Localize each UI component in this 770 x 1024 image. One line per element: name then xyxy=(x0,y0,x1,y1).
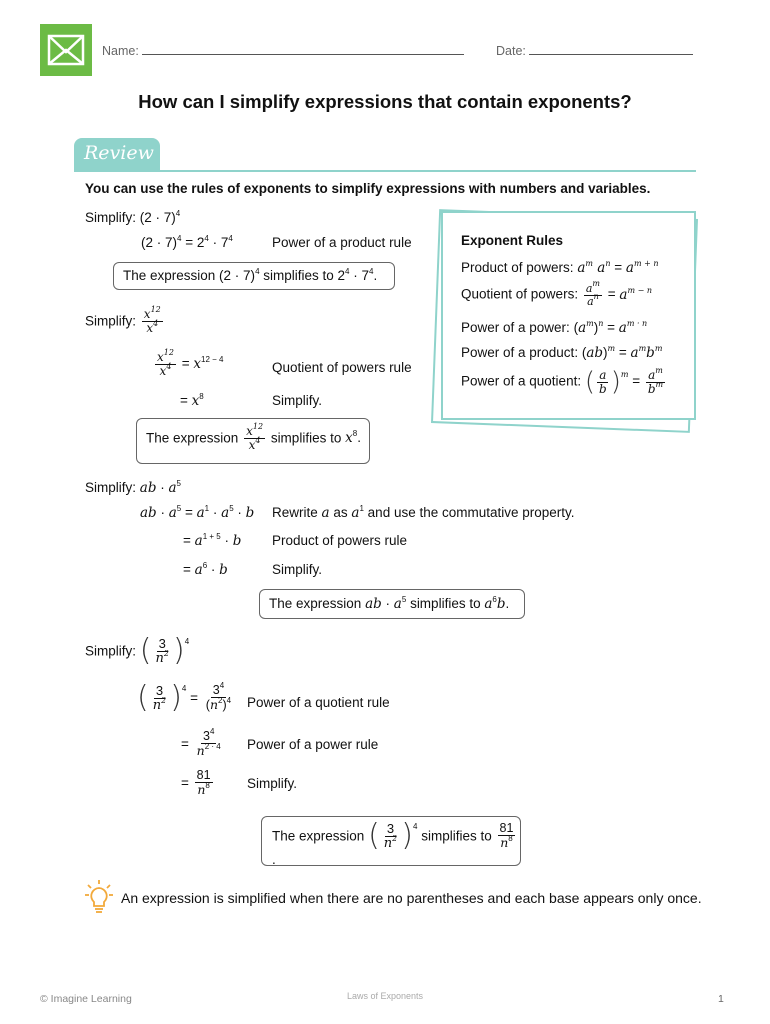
review-rule xyxy=(74,170,696,172)
ex4-prompt: Simplify: ( $\frac{3}{n^2}$ ) 4 xyxy=(85,633,190,668)
ex1-prompt-text: Simplify: (2 · 7) xyxy=(85,210,176,225)
name-field[interactable] xyxy=(102,44,464,58)
ex3-step2: = $a^{1 + 5} \cdot b$ xyxy=(183,532,242,549)
rule-pproduct: Power of a product: $(ab)^m = a^mb^m$ xyxy=(461,344,663,361)
ex4-step2: = $\frac{3^4}{n^{2 \cdot 4}}$ xyxy=(181,727,221,759)
ex4-result-text: The expression ( $\frac{3}{n^2}$ ) 4 simplifies to $\frac{81}{n^8}$ . xyxy=(272,818,514,867)
ex3-step1: ab · $a^5 = a^1 \cdot a^5 \cdot b$ xyxy=(140,504,255,521)
ex4-step1-rule: Power of a quotient rule xyxy=(247,695,390,710)
rule-power: Power of a power: $(a^m)^n = a^{m \cdot n}$ xyxy=(461,319,648,336)
ex1-result-text: The expression $(2 \cdot 7)^4$ simplifies to $2^4 \cdot 7^4$. xyxy=(123,267,378,283)
date-label: Date: xyxy=(496,44,526,58)
ex2-step2-rule: Simplify. xyxy=(272,393,323,408)
envelope-logo-icon xyxy=(40,24,92,76)
ex3-prompt: Simplify: ab · $a^5$ xyxy=(85,479,181,496)
ex2-step1: $\frac{x^{12}}{x^4}$ = $x^{12 - 4}$ xyxy=(157,348,224,378)
ex3-result-box xyxy=(259,589,525,619)
ex2-result-box xyxy=(136,418,370,464)
date-field[interactable] xyxy=(496,44,693,58)
footer-title: Laws of Exponents xyxy=(346,991,424,1001)
brand-logo xyxy=(40,24,92,76)
rule-product: Product of powers: $a^m$ $a^n = a^{m + n}$ xyxy=(461,259,659,276)
page-number: 1 xyxy=(718,993,724,1005)
ex4-step3-rule: Simplify. xyxy=(247,776,298,791)
ex3-step2-rule: Product of powers rule xyxy=(272,533,408,548)
intro-text: You can use the rules of exponents to simplify expressions with numbers and variables. xyxy=(85,181,651,196)
name-label: Name: xyxy=(102,44,139,58)
ex1-prompt: Simplify: $(2 \cdot 7)^4$ xyxy=(85,209,181,225)
ex3-result-text: The expression ab · $a^5$ simplifies to $a^6b$. xyxy=(269,595,510,612)
ex2-result-text: The expression $\frac{x^{12}}{x^4}$ simplifies to $x^8$. xyxy=(146,422,361,452)
rule-pquotient: Power of a quotient: ( $\frac{a}{b}$ ) m = $\frac{a^m}{b^m}$ xyxy=(461,366,664,398)
rule-quotient: Quotient of powers: $\frac{a^m}{a^n}$ = $a^{m - n}$ xyxy=(461,279,652,308)
ex3-step3: = $a^6 \cdot b$ xyxy=(183,561,228,578)
lightbulb-icon xyxy=(84,879,114,917)
review-tab xyxy=(74,138,160,171)
ex4-result-box xyxy=(261,816,521,866)
ex1-rule: Power of a product rule xyxy=(272,235,412,250)
ex3-step3-rule: Simplify. xyxy=(272,562,323,577)
ex4-step1: ( $\frac{3}{n^2}$ ) 4 = $\frac{3^4}{(n^2)^4}$ xyxy=(137,680,232,715)
ex2-step2: = $x^8$ xyxy=(180,392,204,409)
note-text: An expression is simplified when there are no parentheses and each base appears only once. xyxy=(121,890,702,906)
page-title: How can I simplify expressions that contain exponents? xyxy=(138,91,632,112)
ex2-prompt: Simplify: $\frac{x^{12}}{x^4}$ xyxy=(85,305,161,335)
footer-copyright: © Imagine Learning xyxy=(40,993,132,1005)
rules-card xyxy=(441,211,696,420)
review-label: Review xyxy=(84,142,154,164)
ex2-step1-rule: Quotient of powers rule xyxy=(272,360,412,375)
ex3-step1-rule: Rewrite a as $a^1$ and use the commutative property. xyxy=(272,504,575,521)
ex1-result-box xyxy=(113,262,395,290)
ex4-step2-rule: Power of a power rule xyxy=(247,737,379,752)
ex1-step: $(2 \cdot 7)^4 = 2^4 \cdot 7^4$ xyxy=(141,234,233,250)
ex4-step3: = $\frac{81}{n^8}$ xyxy=(181,768,211,798)
rules-title: Exponent Rules xyxy=(461,233,564,248)
